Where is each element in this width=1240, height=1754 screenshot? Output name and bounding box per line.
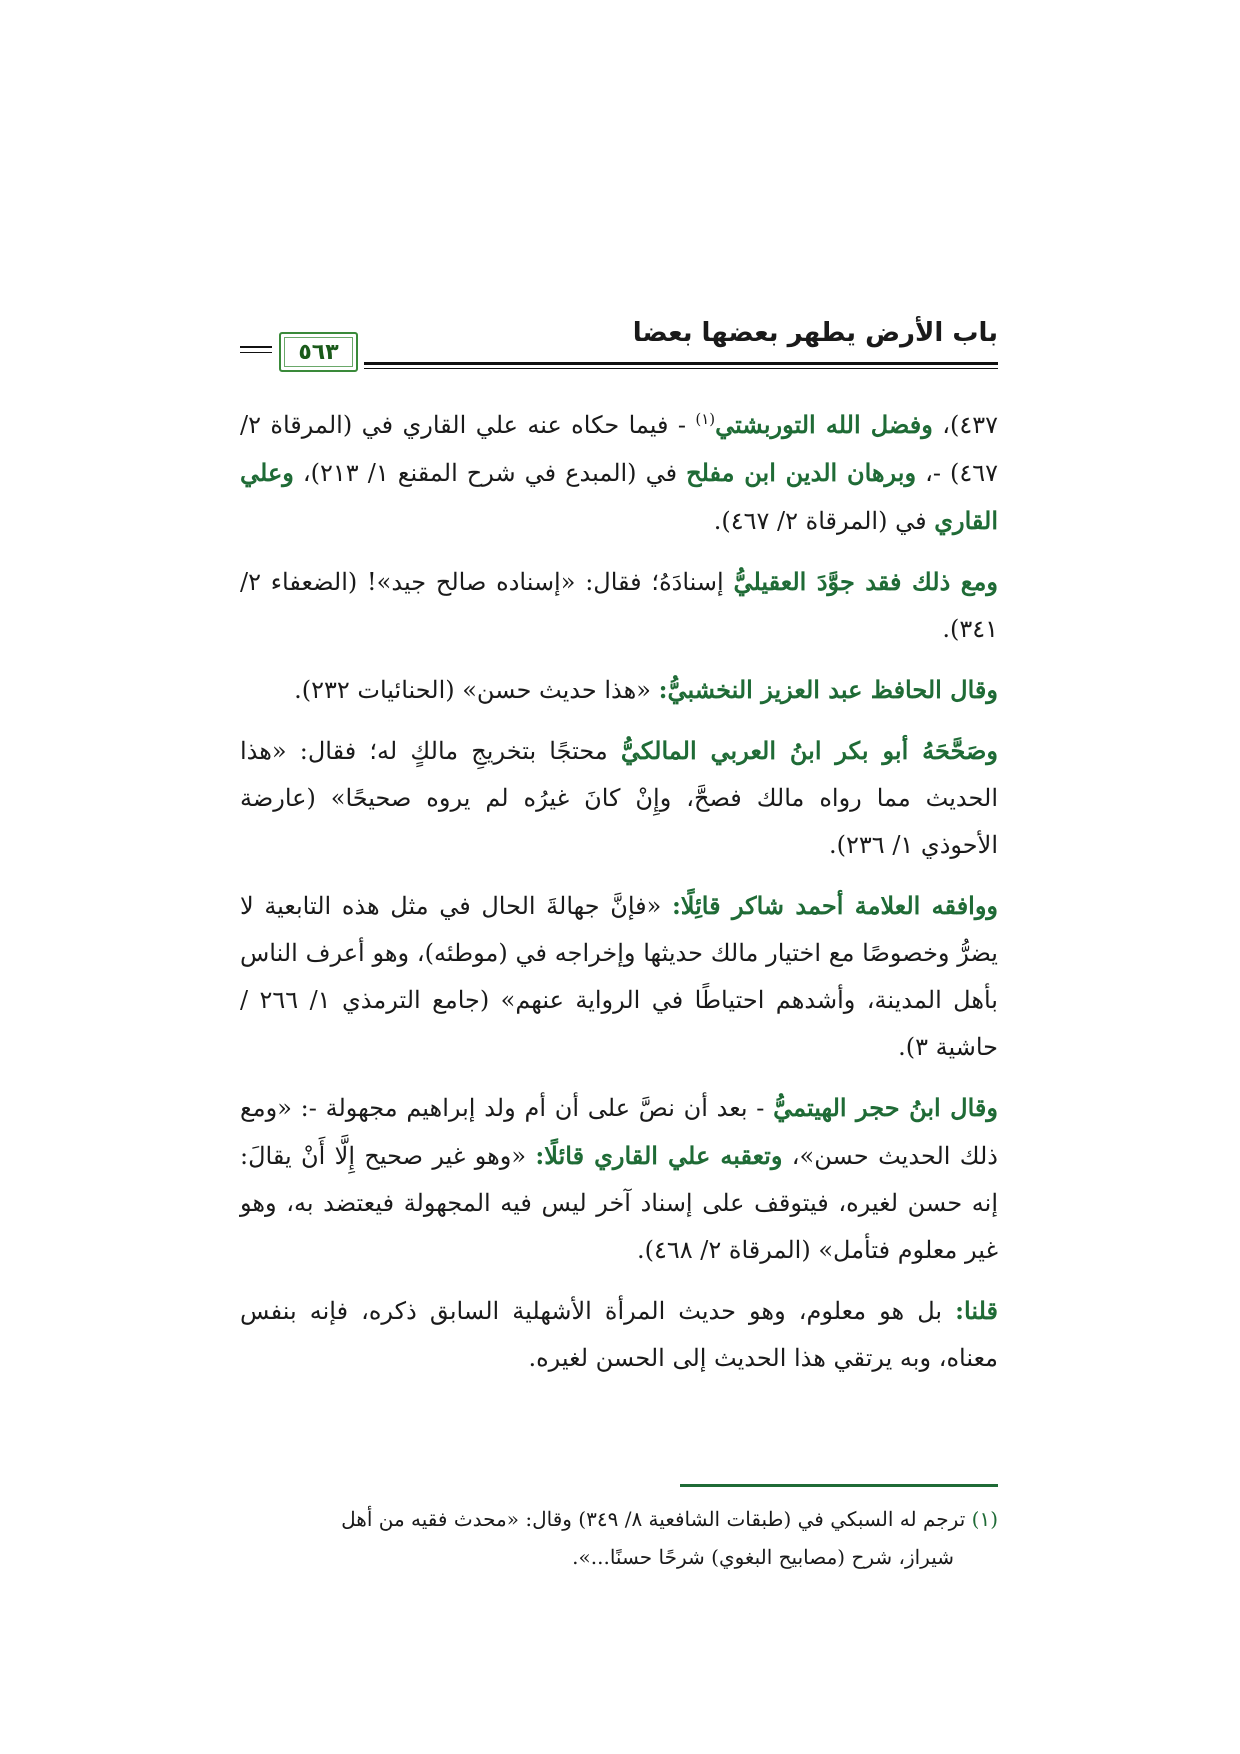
text-run: «فإنَّ جهالةَ الحال في مثل هذه التابعية لا يضرُّ وخصوصًا مع اختيار مالك حديثها وإخراجه في (موطئه)، وهو أعرف الناس بأهل المدينة، وأشدهم احتياطًا في الرواية عنهم» (جامع الترمذي ١/ ٢٦٦ / حاشية ٣). xyxy=(240,892,998,1061)
header-rule-left-thin xyxy=(240,352,272,353)
page-number: ٥٦٣ xyxy=(298,339,339,365)
scholar-name: وعلي القاري xyxy=(240,458,998,535)
scholar-name: ووافقه العلامة أحمد شاكر قائِلًا: xyxy=(671,891,999,920)
chapter-title: باب الأرض يطهر بعضها بعضا xyxy=(632,318,998,348)
text-run: محتجًا بتخريجِ مالكٍ له؛ فقال: «هذا الحديث مما رواه مالك فصحَّ، وإِنْ كانَ غيرُه لم يروه صحيحًا» (عارضة الأحوذي ١/ ٢٣٦). xyxy=(240,737,998,859)
text-run: - بعد أن نصَّ على أن أم ولد إبراهيم مجهولة -: «ومع ذلك الحديث حسن»، xyxy=(240,1094,998,1170)
text-run: ٤٣٧)، xyxy=(932,411,998,439)
text-run: بل هو معلوم، وهو حديث المرأة الأشهلية السابق ذكره، فإنه بنفس معناه، وبه يرتقي هذا الحديث إلى الحسن لغيره. xyxy=(240,1297,998,1372)
header-rule-left xyxy=(240,346,272,348)
footnote-divider xyxy=(680,1484,998,1487)
paragraph-1 xyxy=(240,396,998,545)
footnote-ref: (١) xyxy=(695,410,716,428)
paragraph-7 xyxy=(240,1287,998,1382)
paragraph-2 xyxy=(240,558,998,653)
text-run: إسنادَهُ؛ فقال: «إسناده صالح جيد»! (الضعفاء ٢/ ٣٤١). xyxy=(240,568,998,643)
scholar-name: وتعقبه علي القاري قائلًا: xyxy=(535,1141,783,1170)
header-rule-right xyxy=(364,362,998,365)
text-run: «هذا حديث حسن» (الحنائيات ٢٣٢). xyxy=(294,676,659,704)
scholar-name: وقال الحافظ عبد العزيز النخشبيُّ: xyxy=(658,675,998,704)
page-number-badge xyxy=(279,332,358,372)
paragraph-3 xyxy=(240,666,998,714)
footnote xyxy=(240,1500,998,1576)
footnote-text: ترجم له السبكي في (طبقات الشافعية ٨/ ٣٤٩) وقال: «محدث فقيه من أهل xyxy=(341,1507,972,1531)
paragraph-5 xyxy=(240,882,998,1071)
scholar-name: وبرهان الدين ابن مفلح xyxy=(686,458,917,487)
scholar-name: ومع ذلك فقد جوَّدَ العقيليُّ xyxy=(733,567,998,596)
text-run: في (المبدع في شرح المقنع ١/ ٢١٣)، xyxy=(293,459,687,487)
paragraph-4 xyxy=(240,727,998,869)
footnote-line-2: شيراز، شرح (مصابيح البغوي) شرحًا حسنًا...». xyxy=(572,1545,954,1569)
scholar-name: وصَحَّحَهُ أبو بكر ابنُ العربي المالكيُّ xyxy=(620,736,998,765)
text-run: «وهو غير صحيح إِلَّا أَنْ يقالَ: إنه حسن لغيره، فيتوقف على إسناد آخر ليس فيه المجهولة فيعتضد به، وهو غير معلوم فتأمل» (المرقاة ٢/ ٤٦٨). xyxy=(240,1142,998,1264)
main-text xyxy=(240,396,998,1395)
text-run: - فيما حكاه عنه علي القاري في (المرقاة ٢/ ٤٦٧) -، xyxy=(240,411,999,487)
page-header xyxy=(240,318,998,378)
footnote-line-1 xyxy=(240,1500,998,1538)
scholar-name: وفضل الله التوربشتي xyxy=(715,410,933,439)
scholar-name: وقال ابنُ حجر الهيتميُّ xyxy=(773,1093,998,1122)
paragraph-6 xyxy=(240,1084,998,1274)
text-run: في (المرقاة ٢/ ٤٦٧). xyxy=(713,507,935,535)
conclusion-label: قلنا: xyxy=(955,1296,998,1325)
header-rule-right-thin xyxy=(364,368,998,369)
footnote-number: (١) xyxy=(971,1507,998,1531)
